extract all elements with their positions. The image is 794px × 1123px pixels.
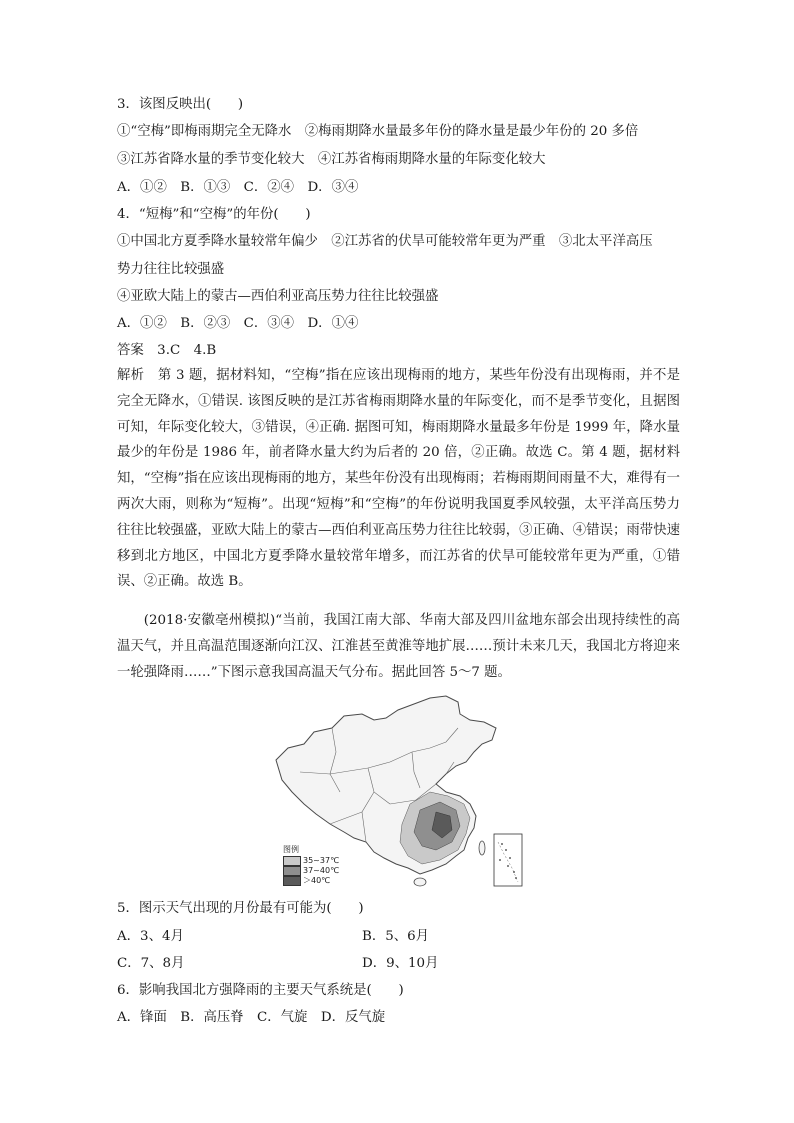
q3-choices: A．①② B．①③ C．②④ D．③④ — [117, 180, 359, 195]
q5-stem: 5．图示天气出现的月份最有可能为( ) — [117, 901, 364, 916]
legend-swatch-medium — [283, 866, 301, 876]
q3-options-line1: ①“空梅”即梅雨期完全无降水 ②梅雨期降水量最多年份的降水量是最少年份的 20 多倍 — [117, 124, 639, 139]
material-paragraph: (2018·安徽亳州模拟)“当前，我国江南大部、华南大部及四川盆地东部会出现持续性的高温天气，并且高温范围逐渐向江汉、江淮甚至黄淮等地扩展……预计未来几天，我国北方将迎来一轮强降雨……”下图示意我国高温天气分布。据此回答 5～7 题。 — [117, 613, 680, 680]
q5-option-b: B．5、6月 — [362, 929, 430, 944]
q4-choices: A．①② B．②③ C．③④ D．①④ — [117, 316, 359, 331]
south-china-sea-inset — [494, 834, 522, 886]
q6-choices: A．锋面 B．高压脊 C．气旋 D．反气旋 — [117, 1010, 386, 1025]
q4-options-line2: 势力往往比较强盛 — [117, 262, 225, 277]
answer-line: 答案 3.C 4.B — [117, 343, 217, 358]
map-legend — [283, 845, 339, 886]
legend-row-35-37 — [283, 856, 339, 866]
legend-row-37-40 — [283, 866, 339, 876]
q5-option-d: D．9、10月 — [362, 956, 439, 971]
analysis-paragraph: 解析 第 3 题，据材料知，“空梅”指在应该出现梅雨的地方，某些年份没有出现梅雨，并不是完全无降水，①错误. 该图反映的是江苏省梅雨期降水量的年际变化，而不是季节变化，且据图可知，年际变化较大，③错误，④正确. 据图可知，梅雨期降水量最多年份是 1999 年，降水量最少的年份是 1986 年，前者降水量大约为后者的 20 倍，②正确。故选 C。第 4 题，据材料知，“空梅”指在应该出现梅雨的地方，某些年份没有出现梅雨；若梅雨期间雨量不大，难得有一两次大雨，则称为“短梅”。出现“短梅”和“空梅”的年份说明我国夏季风较强，太平洋高压势力往往比较强盛，亚欧大陆上的蒙古—西伯利亚高压势力往往比较弱，③正确、④错误；雨带快速移到北方地区，中国北方夏季降水量较常年增多，而江苏省的伏旱可能较常年更为严重，①错误、②正确。故选 B。 — [117, 368, 680, 590]
legend-label: 37~40℃ — [303, 866, 340, 875]
legend-swatch-dark — [283, 876, 301, 886]
legend-swatch-light — [283, 856, 301, 866]
q4-options-line3: ④亚欧大陆上的蒙古—西伯利亚高压势力往往比较强盛 — [117, 289, 439, 304]
q4-options-line1: ①中国北方夏季降水量较常年偏少 ②江苏省的伏旱可能较常年更为严重 ③北太平洋高压 — [117, 234, 653, 249]
q6-stem: 6．影响我国北方强降雨的主要天气系统是( ) — [117, 983, 404, 998]
q4-stem: 4．“短梅”和“空梅”的年份( ) — [117, 207, 311, 222]
q3-stem: 3．该图反映出( ) — [117, 97, 244, 112]
taiwan-island — [479, 841, 485, 855]
q5-option-c: C．7、8月 — [117, 956, 185, 971]
legend-title: 图例 — [283, 845, 299, 854]
legend-label: ＞40℃ — [303, 876, 331, 885]
q5-option-a: A．3、4月 — [117, 929, 184, 944]
hainan-island — [414, 878, 426, 886]
q3-options-line2: ③江苏省降水量的季节变化较大 ④江苏省梅雨期降水量的年际变化较大 — [117, 152, 546, 167]
legend-row-over-40 — [283, 876, 339, 886]
legend-label: 35~37℃ — [303, 856, 340, 865]
